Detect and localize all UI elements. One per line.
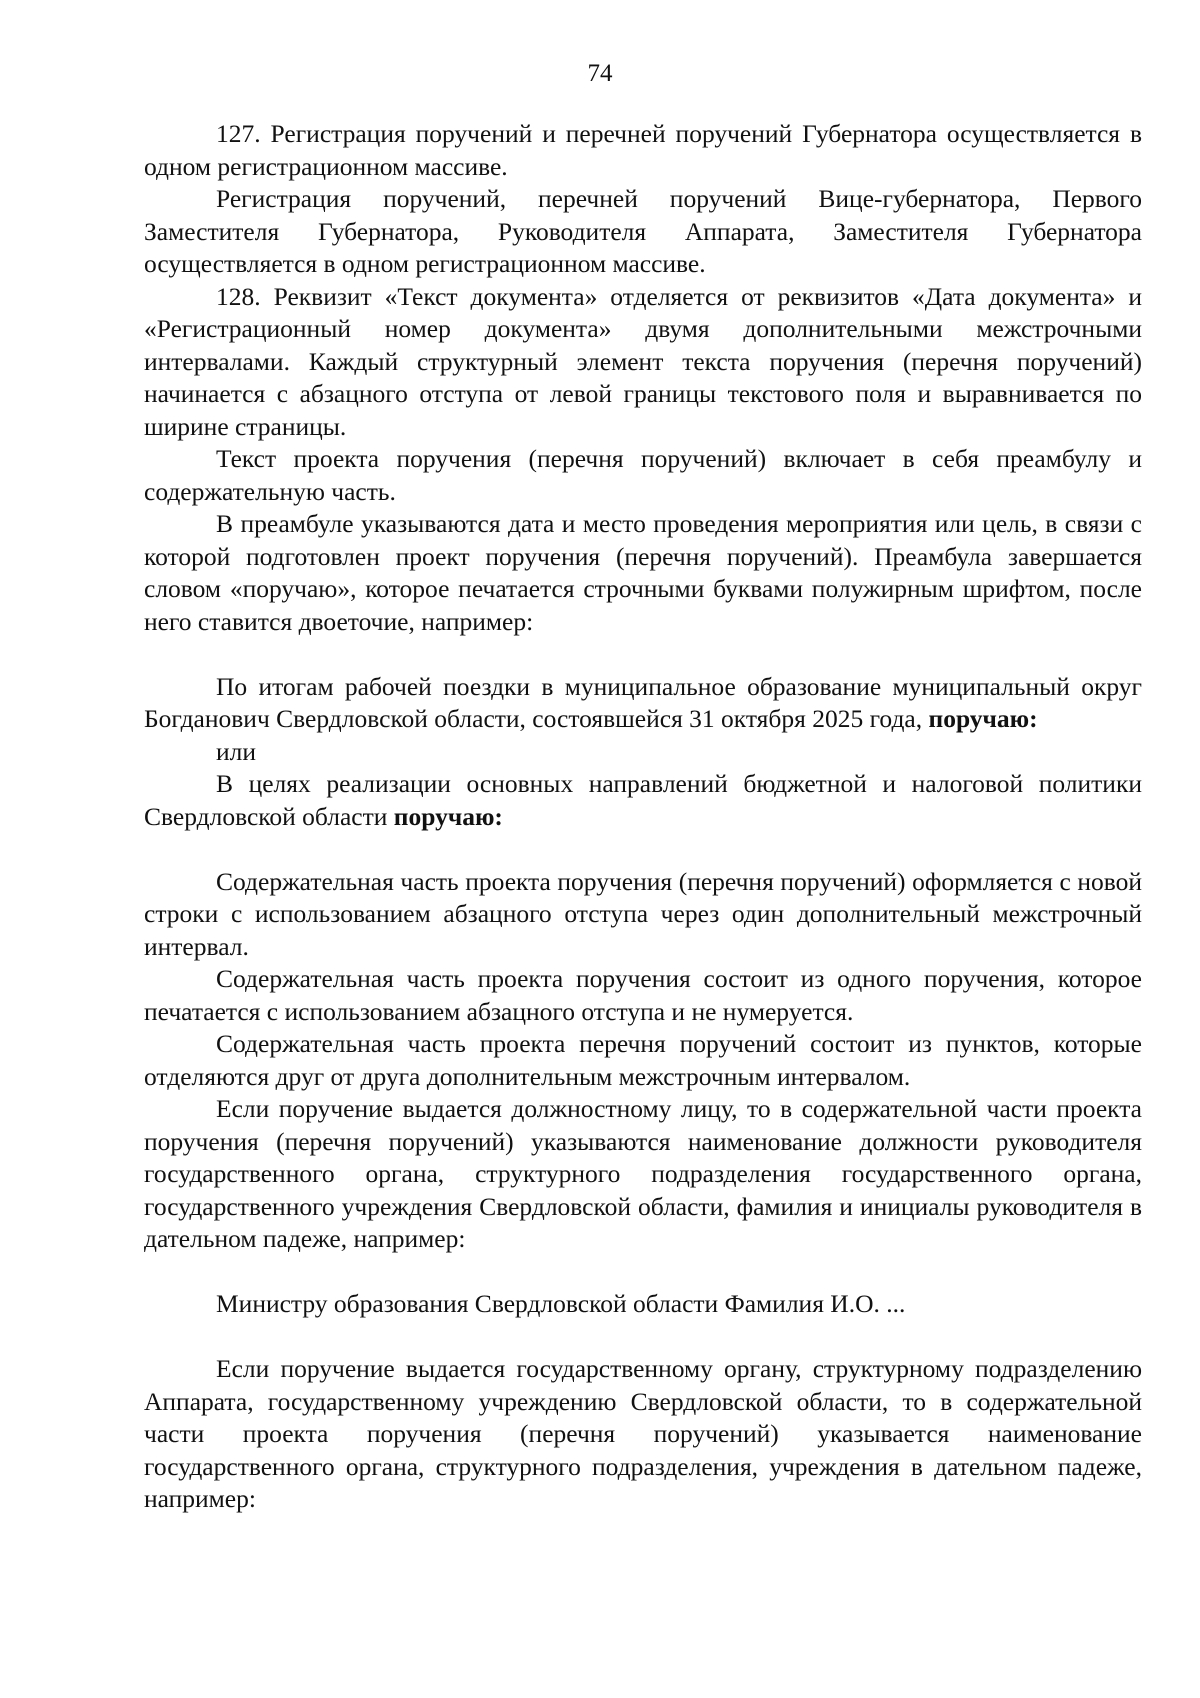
example-preamble-2 bbox=[144, 768, 1142, 833]
paragraph-127-second: Регистрация поручений, перечней поручений Вице-губернатора, Первого Заместителя Губернатора, Руководителя Аппарата, Заместителя Губернатора осуществляется в одном регистрационном массиве. bbox=[144, 184, 1142, 278]
example-or: или bbox=[216, 736, 257, 766]
example-official: Министру образования Свердловской области Фамилия И.О. ... bbox=[216, 1289, 906, 1318]
paragraph-organ: Если поручение выдается государственному органу, структурному подразделению Аппарата, государственному учреждению Свердловской области, то в содержательной части проекта поручения (перечня поручений) указывается наименование государственного органа, структурного подразделения, учреждения в дательном падеже, например: bbox=[144, 1354, 1142, 1513]
paragraph-content-2: Содержательная часть проекта поручения состоит из одного поручения, которое печатается с использованием абзацного отступа и не нумеруется. bbox=[144, 964, 1142, 1026]
example-preamble-1-bold: поручаю: bbox=[928, 704, 1038, 733]
paragraph-text-structure: Текст проекта поручения (перечня поручений) включает в себя преамбулу и содержательную часть. bbox=[144, 444, 1142, 506]
page-number: 74 bbox=[587, 60, 613, 87]
page-number-container bbox=[0, 58, 1200, 90]
paragraph-content-1: Содержательная часть проекта поручения (перечня поручений) оформляется с новой строки с использованием абзацного отступа через один дополнительный межстрочный интервал. bbox=[144, 866, 1142, 961]
paragraph-official: Если поручение выдается должностному лицу, то в содержательной части проекта поручения (перечня поручений) указываются наименование должности руководителя государственного органа, структурного подразделения государственного органа, государственного учреждения Свердловской области, фамилия и инициалы руководителя в дательном падеже, например: bbox=[144, 1094, 1142, 1253]
document-body bbox=[144, 118, 1142, 1516]
paragraph-128: 128. Реквизит «Текст документа» отделяется от реквизитов «Дата документа» и «Регистрационный номер документа» двумя дополнительными межстрочными интервалами. Каждый структурный элемент текста поручения (перечня поручений) начинается с абзацного отступа от левой границы текстового поля и выравнивается по ширине страницы. bbox=[144, 281, 1142, 441]
example-preamble-2-bold: поручаю: bbox=[393, 801, 503, 831]
paragraph-content-3: Содержательная часть проекта перечня поручений состоит из пунктов, которые отделяются друг от друга дополнительным межстрочным интервалом. bbox=[144, 1029, 1142, 1091]
paragraph-preamble: В преамбуле указываются дата и место проведения мероприятия или цель, в связи с которой подготовлен проект поручения (перечня поручений). Преамбула завершается словом «поручаю», которое печатается строчными буквами полужирным шрифтом, после него ставится двоеточие, например: bbox=[144, 509, 1142, 636]
example-preamble-2-text: В целях реализации основных направлений бюджетной и налоговой политики Свердловской области bbox=[144, 769, 1142, 831]
example-preamble-1 bbox=[144, 671, 1142, 736]
example-preamble-1-text: По итогам рабочей поездки в муниципальное образование муниципальный округ Богданович Свердловской области, состоявшейся 31 октября 2025 года, bbox=[144, 671, 1142, 733]
paragraph-127: 127. Регистрация поручений и перечней поручений Губернатора осуществляется в одном регистрационном массиве. bbox=[144, 119, 1142, 181]
